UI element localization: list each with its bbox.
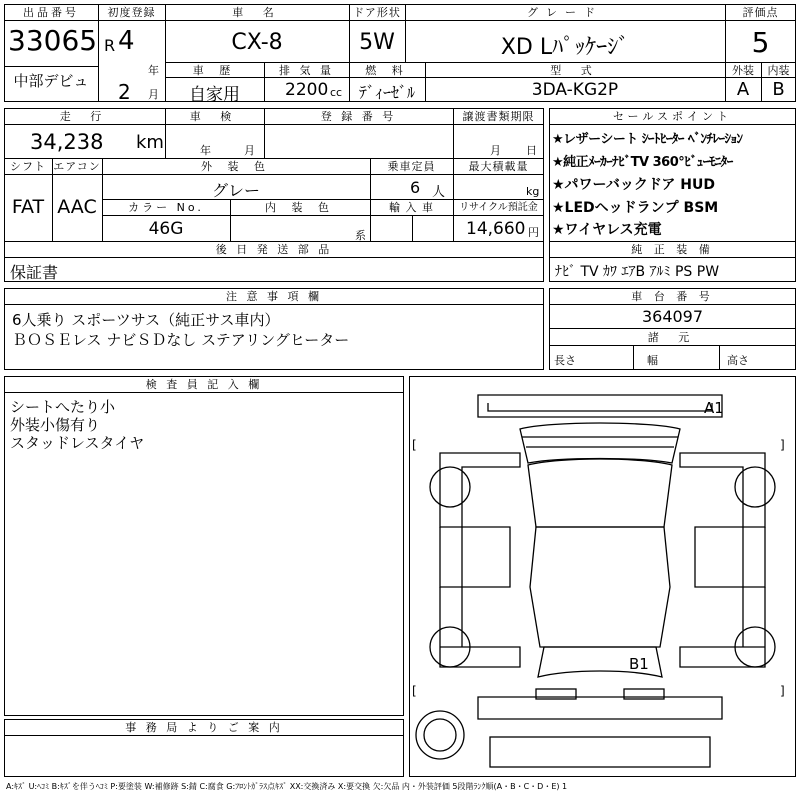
- door-bracket: ]: [780, 684, 785, 698]
- spare-tire: [416, 711, 464, 759]
- inspection-year-unit: 年: [200, 144, 211, 157]
- capacity: 6: [410, 178, 421, 197]
- score-label: 評価点: [742, 6, 779, 19]
- transfer-day-unit: 日: [526, 144, 537, 157]
- shift: FAT: [11, 196, 45, 218]
- inspector-line: 外装小傷有り: [10, 416, 101, 434]
- divider: [633, 345, 634, 370]
- equipment-label: 純 正 装 備: [631, 243, 714, 256]
- int-color-unit: 系: [355, 229, 366, 242]
- door-bracket: [: [412, 684, 417, 698]
- interior-grade-label: 内装: [767, 64, 790, 77]
- chassis-number: 364097: [641, 307, 704, 326]
- divider: [4, 66, 98, 67]
- mileage-label: 走 行: [59, 110, 110, 123]
- door-label: ドア形状: [353, 6, 401, 19]
- door: 5W: [359, 30, 395, 55]
- sales-point-item: ★パワーバックドア HUD: [552, 177, 716, 193]
- rear-floor-outline: [490, 737, 710, 767]
- inspector-line: シートへたり小: [10, 398, 116, 416]
- divider: [412, 215, 413, 241]
- grade: XD Lﾊﾟｯｹｰｼﾞ: [500, 35, 630, 60]
- displacement: 2200: [285, 80, 329, 100]
- damage-mark-b1: B1: [629, 655, 649, 673]
- fuel: ﾃﾞｨｰｾﾞﾙ: [358, 83, 415, 102]
- dims-label: 諸 元: [647, 331, 698, 344]
- divider: [549, 304, 796, 305]
- exterior-grade-label: 外装: [732, 64, 754, 77]
- divider: [549, 124, 796, 125]
- damage-legend: A:ｷｽﾞ U:ﾍｺﾐ B:ｷｽﾞを伴うﾍｺﾐ P:要塗装 W:補修跡 S:錆 C:腐食 G:ﾌﾛﾝﾄｶﾞﾗｽ点ｷｽﾞ XX:交換済み X:要交換 欠:欠品 内・外装評価 5段階ﾗﾝｸ順(A・B・C・D・E) 1: [6, 782, 568, 791]
- history: 自家用: [189, 85, 240, 105]
- int-color-label: 内 装 色: [265, 201, 335, 214]
- height-label: 高さ: [727, 354, 749, 367]
- import-label: 輸 入 車: [389, 201, 434, 214]
- inspection-label: 車 検: [189, 110, 240, 123]
- car-diagram: [410, 377, 795, 776]
- ext-color: グレー: [211, 181, 260, 200]
- divider: [549, 257, 796, 258]
- notes-label: 注 意 事 項 欄: [226, 290, 322, 303]
- divider: [102, 215, 544, 216]
- load-label: 最大積載量: [468, 160, 529, 173]
- left-side-outline: [440, 453, 520, 527]
- width-label: 幅: [647, 354, 658, 367]
- load-unit: kg: [526, 185, 540, 198]
- sales-points-label: セールスポイント: [612, 110, 732, 123]
- later-parts: 保証書: [10, 263, 59, 282]
- lot-number-label: 出品番号: [23, 6, 79, 19]
- divider: [4, 174, 544, 175]
- inspection-month-unit: 月: [244, 144, 255, 157]
- car-name: CX-8: [231, 30, 283, 55]
- tire-front-left: [430, 467, 470, 507]
- color-no-label: カラー No.: [128, 201, 204, 214]
- chassis-label: 車 台 番 号: [631, 290, 714, 303]
- capacity-label: 乗車定員: [387, 160, 436, 173]
- divider: [4, 257, 544, 258]
- right-door-outline: [695, 527, 765, 587]
- mileage-unit: km: [136, 132, 164, 153]
- front-bumper-outline: [478, 395, 722, 417]
- color-no: 46G: [148, 219, 184, 239]
- divider: [4, 304, 544, 305]
- displacement-label: 排 気 量: [279, 64, 334, 77]
- displacement-unit: cc: [330, 86, 343, 99]
- reg-number-label: 登 録 番 号: [320, 110, 397, 123]
- divider: [4, 20, 98, 21]
- door-bracket: ]: [780, 438, 785, 452]
- divider: [549, 345, 796, 346]
- rear-bumper-outline: [478, 697, 722, 719]
- divider: [4, 124, 544, 125]
- transfer-month-unit: 月: [490, 144, 501, 157]
- month-value: 2: [118, 80, 131, 104]
- lot-number: 33065: [8, 24, 98, 57]
- era: R: [104, 36, 116, 55]
- fuel-label: 燃 料: [365, 64, 409, 77]
- year-unit: 年: [148, 64, 159, 77]
- roof-outline: [528, 459, 672, 527]
- windshield-outline: [522, 437, 678, 447]
- model: 3DA-KG2P: [531, 80, 619, 100]
- divider: [4, 735, 404, 736]
- tire-front-right: [735, 467, 775, 507]
- car-name-label: 車 名: [232, 6, 282, 19]
- sales-point-item: ★ワイヤレス充電: [552, 222, 662, 238]
- damage-mark-a1: A1: [704, 399, 724, 417]
- equipment: ﾅﾋﾞ TV ｶﾜ ｴｱB ｱﾙﾐ PS PW: [555, 264, 720, 280]
- model-label: 型 式: [550, 64, 600, 77]
- year-value: 4: [118, 26, 135, 56]
- right-side-outline: [680, 453, 765, 527]
- inspector-line: スタッドレスタイヤ: [10, 434, 145, 452]
- divider: [98, 20, 796, 21]
- office-label: 事 務 局 よ り ご 案 内: [125, 721, 283, 734]
- mileage: 34,238: [30, 130, 104, 154]
- left-door-outline: [440, 527, 510, 587]
- divider: [4, 392, 404, 393]
- grade-label: グレード: [527, 6, 603, 19]
- door-bracket: [: [412, 438, 417, 452]
- spare-tire-inner: [424, 719, 456, 751]
- note-line: ＢＯＳＥレス ナビＳＤなし ステアリングヒーター: [12, 331, 350, 349]
- aircon: AAC: [57, 196, 97, 218]
- length-label: 長さ: [554, 354, 576, 367]
- interior-grade: B: [772, 79, 785, 100]
- shift-label: シフト: [10, 160, 46, 173]
- exterior-grade: A: [736, 79, 750, 100]
- month-unit: 月: [148, 88, 159, 101]
- recycle-unit: 円: [528, 226, 539, 239]
- recycle: 14,660: [466, 219, 526, 239]
- inspector-label: 検 査 員 記 入 欄: [145, 378, 263, 391]
- later-parts-label: 後 日 発 送 部 品: [215, 243, 333, 256]
- sales-point-item: ★純正ﾒｰｶｰﾅﾋﾞTV 360°ﾋﾞｭｰﾓﾆﾀｰ: [552, 155, 733, 170]
- history-label: 車 歴: [192, 64, 237, 77]
- first-reg-label: 初度登録: [107, 6, 156, 19]
- divider: [549, 328, 796, 329]
- score: 5: [751, 26, 770, 59]
- cabin-outline: [530, 527, 670, 647]
- sales-point-item: ★レザーシート ｼｰﾄﾋｰﾀｰ ﾍﾞﾝﾁﾚｰｼｮﾝ: [552, 132, 743, 147]
- sales-point-item: ★LEDヘッドランプ BSM: [552, 200, 719, 216]
- capacity-unit: 人: [432, 185, 446, 200]
- note-line: 6人乗り スポーツサス（純正サス車内）: [12, 311, 280, 329]
- ext-color-label: 外 装 色: [201, 160, 271, 173]
- divider: [719, 345, 720, 370]
- recycle-label: リサイクル預託金: [459, 202, 538, 213]
- aircon-label: エアコン: [53, 160, 101, 173]
- hood-outline: [520, 423, 680, 463]
- debut-label: 中部デビュ: [13, 72, 89, 90]
- transfer-label: 譲渡書類期限: [462, 110, 535, 123]
